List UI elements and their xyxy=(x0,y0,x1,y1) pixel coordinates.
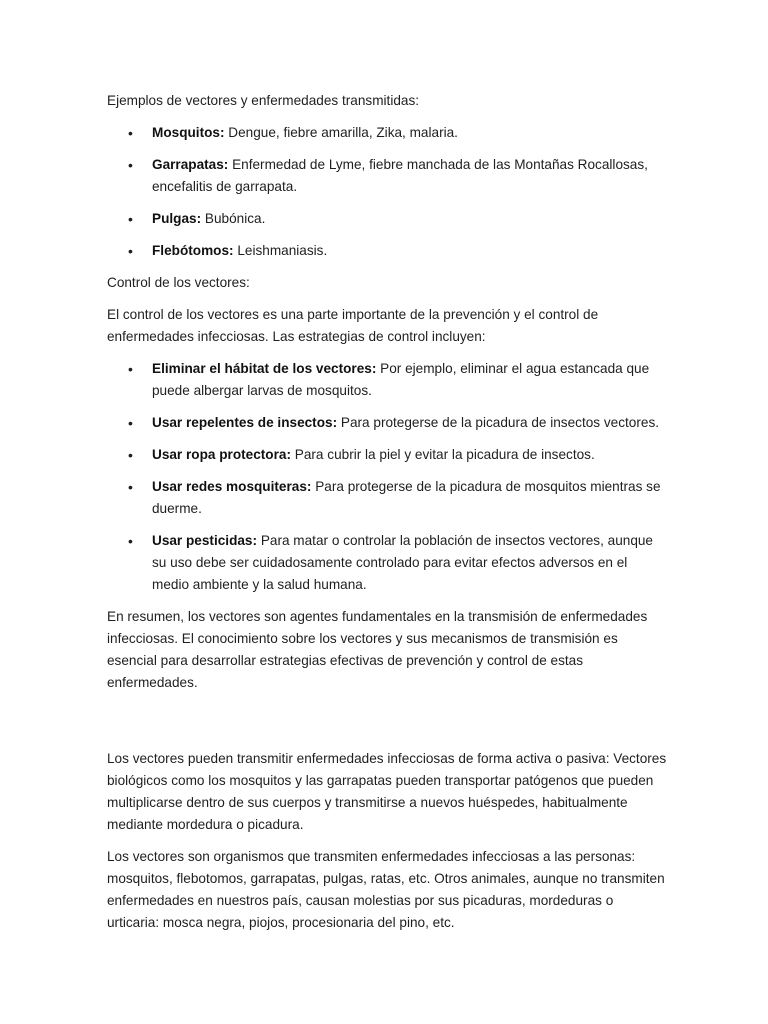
list-item-term: Usar ropa protectora: xyxy=(152,447,291,462)
list-item-text: Para matar o controlar la población de insectos vectores, aunque su uso debe ser cuidadosamente controlado para evitar efectos adversos en el medio ambiente y la salud humana. xyxy=(152,533,653,592)
list-item-term: Usar redes mosquiteras: xyxy=(152,479,312,494)
list-item-term: Usar pesticidas: xyxy=(152,533,258,548)
list-item-term: Eliminar el hábitat de los vectores: xyxy=(152,361,377,376)
summary-paragraph: En resumen, los vectores son agentes fundamentales en la transmisión de enfermedades infecciosas. El conocimiento sobre los vectores y sus mecanismos de transmisión es esencial para desarrollar estrategias efectivas de prevención y control de estas enfermedades. xyxy=(107,609,648,690)
list-item-text: Dengue, fiebre amarilla, Zika, malaria. xyxy=(228,125,458,140)
list-item xyxy=(107,530,667,596)
list-item-term: Garrapatas: xyxy=(152,157,229,172)
list-item xyxy=(107,122,667,144)
list-item-text: Por ejemplo, eliminar el agua estancada que puede albergar larvas de mosquitos. xyxy=(152,361,650,398)
list-item xyxy=(107,444,667,466)
examples-list xyxy=(107,122,667,262)
paragraph-spacer xyxy=(107,704,667,748)
control-intro: El control de los vectores es una parte importante de la prevención y el control de enfermedades infecciosas. Las estrategias de control incluyen: xyxy=(107,307,599,344)
list-item xyxy=(107,358,667,402)
list-item-text: Para cubrir la piel y evitar la picadura de insectos. xyxy=(294,447,595,462)
list-item-term: Pulgas: xyxy=(152,211,202,226)
list-item-text: Para protegerse de la picadura de mosquitos mientras se duerme. xyxy=(152,479,661,516)
organisms-paragraph: Los vectores son organismos que transmiten enfermedades infecciosas a las personas: mosquitos, flebotomos, garrapatas, pulgas, ratas, etc. Otros animales, aunque no transmiten enfermedades en nuestros país, causan molestias por sus picaduras, mordeduras o urticaria: mosca negra, piojos, procesionaria del pino, etc. xyxy=(107,849,665,930)
list-item xyxy=(107,240,667,262)
list-item-term: Usar repelentes de insectos: xyxy=(152,415,338,430)
strategies-list xyxy=(107,358,667,596)
list-item xyxy=(107,154,667,198)
examples-intro: Ejemplos de vectores y enfermedades transmitidas: xyxy=(107,93,420,108)
list-item xyxy=(107,476,667,520)
control-heading: Control de los vectores: xyxy=(107,275,250,290)
transmission-paragraph: Los vectores pueden transmitir enfermedades infecciosas de forma activa o pasiva: Vectores biológicos como los mosquitos y las garrapatas pueden transportar patógenos que pueden multiplicarse dentro de sus cuerpos y transmitirse a nuevos huéspedes, habitualmente mediante mordedura o picadura. xyxy=(107,751,667,832)
list-item-text: Enfermedad de Lyme, fiebre manchada de las Montañas Rocallosas, encefalitis de garrapata. xyxy=(152,157,648,194)
list-item-term: Mosquitos: xyxy=(152,125,225,140)
list-item-text: Para protegerse de la picadura de insectos vectores. xyxy=(340,415,660,430)
list-item xyxy=(107,412,667,434)
list-item xyxy=(107,208,667,230)
document-body xyxy=(107,90,667,944)
list-item-term: Flebótomos: xyxy=(152,243,234,258)
list-item-text: Leishmaniasis. xyxy=(237,243,328,258)
list-item-text: Bubónica. xyxy=(204,211,266,226)
